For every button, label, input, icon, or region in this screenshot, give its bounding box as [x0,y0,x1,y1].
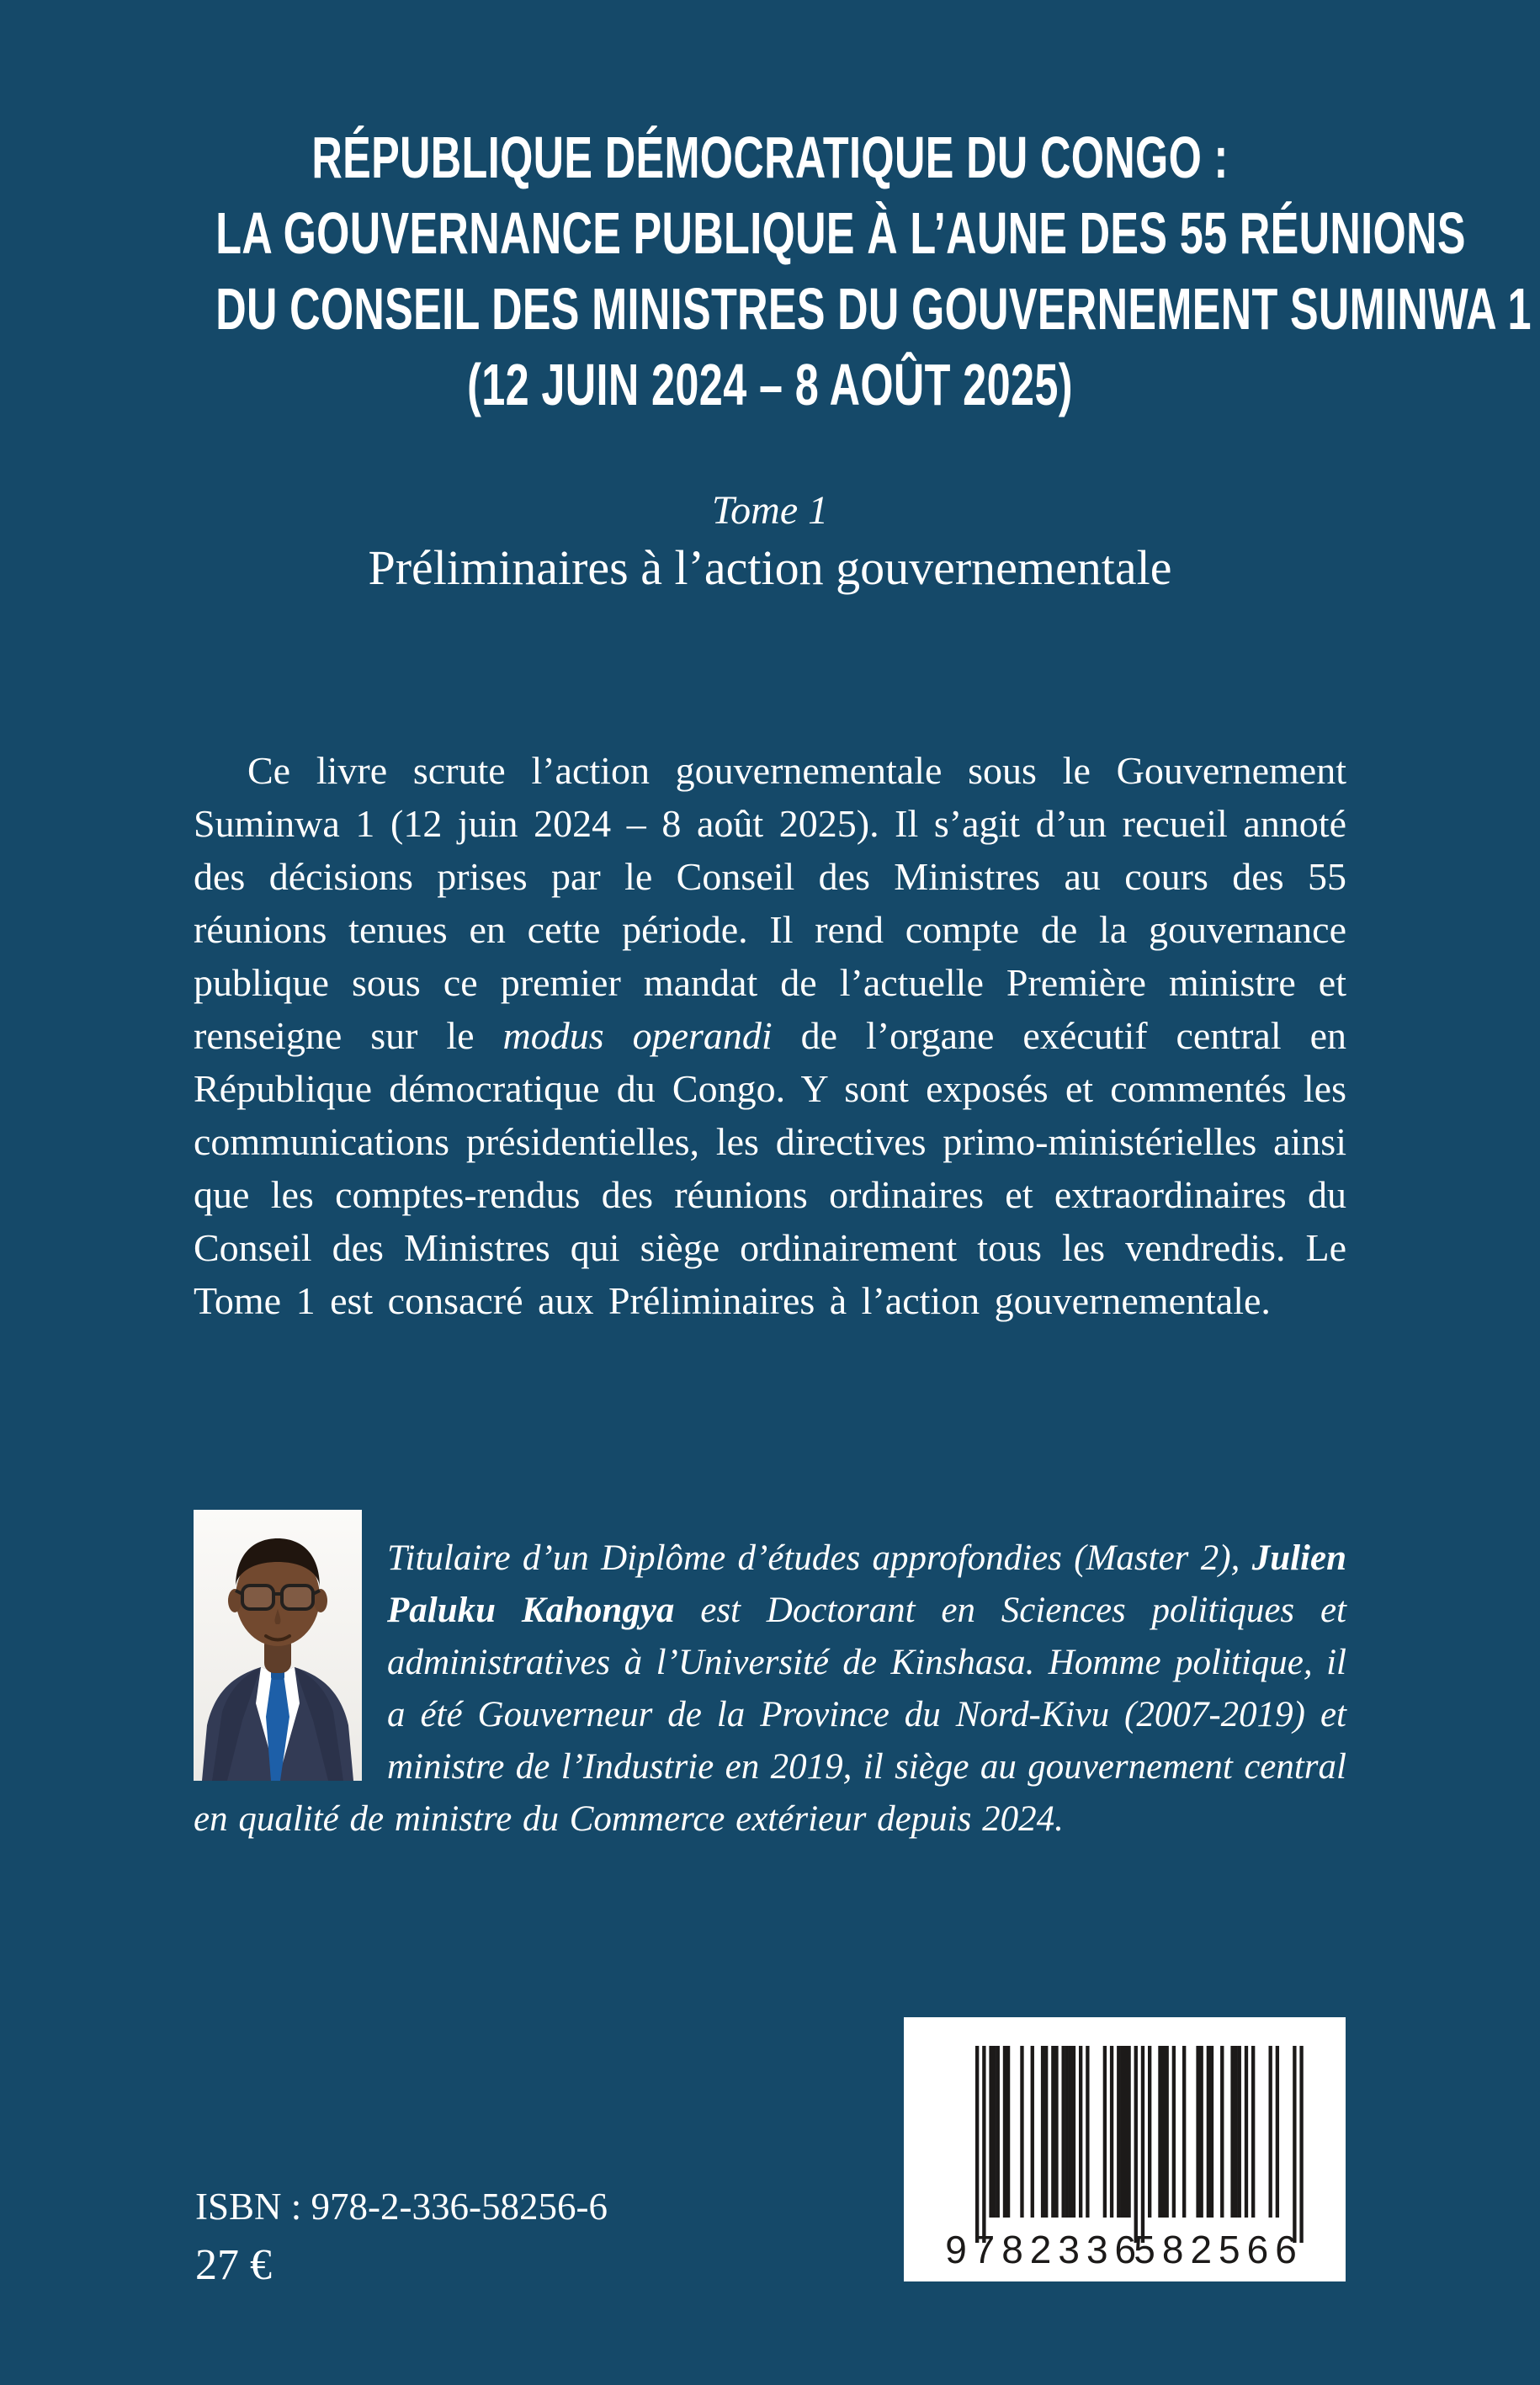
barcode-digits: 9 [945,2228,967,2271]
author-name: Julien Paluku Kahongya [387,1538,1346,1630]
barcode-panel [904,2017,1346,2281]
ean-barcode [904,2017,1346,2281]
volume-subtitle: Préliminaires à l’action gouvernementale [368,540,1172,595]
author-photo [194,1510,362,1781]
title-line-2: LA GOUVERNANCE PUBLIQUE À L’AUNE DES 55 RÉUNIONS [215,200,1466,266]
author-bio [194,1532,1346,1846]
synopsis-part2: de l’organe exécutif central en République démocratique du Congo. Y sont exposés et commentés les communications présidentielles, les directives primo-ministérielles ainsi que les comptes-rendus des réunions ordinaires et extraordinaires du Conseil des Ministres qui siège ordinairement tous les vendredis. Le Tome 1 est consacré aux Préliminaires à l’action gouvernementale. [194,1014,1346,1322]
bio-part2: est Doctorant en Sciences politiques et administratives à l’Université de Kinshasa. Homme politique, il a été Gouverneur de la Province du Nord-Kivu (2007-2019) et ministre de l’Industrie en 2019, il siège au gouvernement central en qualité de ministre du Commerce extérieur depuis 2024. [194,1591,1346,1839]
title-line-1: RÉPUBLIQUE DÉMOCRATIQUE DU CONGO : [311,125,1229,190]
price-text: 27 € [195,2241,272,2289]
title-line-4: (12 JUIN 2024 – 8 AOÛT 2025) [467,352,1073,417]
synopsis-italic-phrase: modus operandi [502,1014,773,1057]
synopsis-part1: Ce livre scrute l’action gouvernementale sous le Gouvernement Suminwa 1 (12 juin 2024 – 8 août 2025). Il s’agit d’un recueil annoté des décisions prises par le Conseil des Ministres au cours des 55 réunions tenues en cette période. Il rend compte de la gouvernance publique sous ce premier mandat de l’actuelle Première ministre et renseigne sur le [194,749,1346,1057]
barcode-digits: 582566 [1134,2228,1304,2271]
tome-label: Tome 1 [711,488,829,533]
isbn-text: ISBN : 978-2-336-58256-6 [195,2186,608,2228]
synopsis-paragraph [194,744,1346,1327]
barcode-digits: 782336 [973,2228,1144,2271]
bio-part1: Titulaire d’un Diplôme d’études approfondies (Master 2), [387,1538,1252,1578]
book-title [215,120,1532,422]
title-line-3: DU CONSEIL DES MINISTRES DU GOUVERNEMENT SUMINWA 1 [215,276,1532,342]
author-portrait-illustration [194,1510,362,1781]
author-section [194,1496,1346,1882]
